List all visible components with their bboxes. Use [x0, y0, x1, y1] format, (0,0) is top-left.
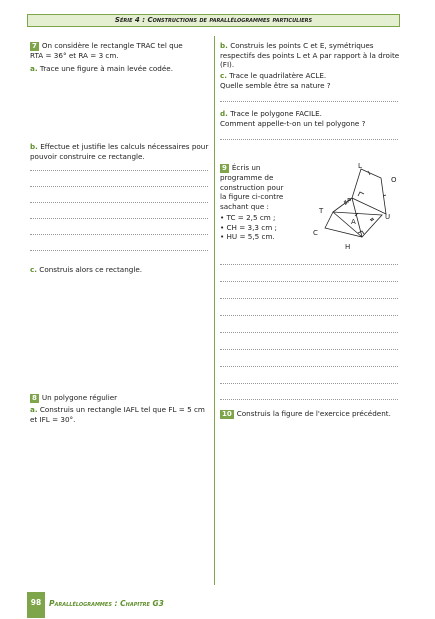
square-shape — [352, 169, 386, 214]
exercise-7c-label: c. — [30, 265, 37, 274]
exercise-8a — [30, 405, 212, 424]
exercise-7c-text: Construis alors ce rectangle. — [39, 265, 143, 274]
exercise-7b — [30, 142, 212, 161]
exercise-8b-line1: Construis les points C et E, symétriques — [230, 41, 374, 50]
point-label-U: U — [385, 213, 391, 221]
exercise-7-number: 7 — [32, 42, 37, 50]
exercise-8c — [220, 71, 402, 90]
exercise-8d-line2: Comment appelle-t-on un tel polygone ? — [220, 118, 366, 128]
exercise-7b-line1: Effectue et justifie les calculs nécessaires pour — [40, 142, 209, 151]
exercise-7b-label: b. — [30, 142, 38, 151]
exercise-8b-label: b. — [220, 41, 228, 50]
answer-line[interactable] — [220, 281, 398, 282]
exercise-9-bullet: • TC = 2,5 cm ; — [220, 213, 276, 222]
series-title: Série 4 : Constructions de parallélogrammes particuliers — [114, 16, 313, 24]
page-number-box — [27, 592, 45, 618]
exercise-8b-line3: (FI). — [220, 60, 235, 69]
answer-line[interactable] — [30, 250, 208, 251]
exercise-8-title-text: Un polygone régulier — [41, 393, 118, 402]
exercise-8-number: 8 — [32, 394, 37, 402]
exercise-8a-line2: et IFL = 30°. — [30, 414, 76, 424]
exercise-9-number: 9 — [222, 164, 227, 172]
point-label-C: C — [313, 229, 318, 237]
exercise-9-bullet: • HU = 5,5 cm. — [220, 232, 275, 241]
exercise-8b-line2: respectifs des points L et A par rapport à la droite — [220, 50, 400, 60]
answer-line[interactable] — [220, 332, 398, 333]
answer-line[interactable] — [30, 234, 208, 235]
point-label-P: P — [347, 197, 352, 205]
exercise-7b-line2: pouvoir construire ce rectangle. — [30, 151, 145, 161]
answer-line[interactable] — [220, 383, 398, 384]
exercise-8c-line1: Trace le quadrilatère ACLE. — [229, 71, 327, 80]
exercise-7c — [30, 265, 142, 275]
exercise-9-bullet: • CH = 3,3 cm ; — [220, 222, 277, 232]
answer-line[interactable] — [220, 399, 398, 400]
exercise-8d-label: d. — [220, 109, 228, 118]
exercise-8a-line1: Construis un rectangle IAFL tel que FL = 5 cm — [39, 405, 205, 414]
exercise-9-line5: sachant que : — [220, 201, 269, 211]
point-label-T: T — [319, 207, 324, 215]
right-angle-mark — [358, 192, 364, 196]
exercise-7-intro — [30, 41, 210, 61]
exercise-7-intro-line2: RTA = 36° et RA = 3 cm. — [30, 51, 119, 60]
exercise-8a-label: a. — [30, 405, 38, 414]
exercise-10-text: Construis la figure de l'exercice précédent. — [236, 409, 391, 418]
exercise-7a — [30, 64, 173, 74]
exercise-9-line1: Écris un — [231, 163, 261, 172]
exercise-10-number: 10 — [222, 410, 232, 418]
page-number: 98 — [30, 598, 42, 607]
exercise-9-line3: construction pour — [220, 182, 284, 192]
exercise-8b — [220, 41, 402, 70]
answer-line[interactable] — [220, 101, 398, 102]
exercise-9-text — [220, 163, 300, 242]
answer-line[interactable] — [30, 186, 208, 187]
geometry-figure — [300, 160, 405, 255]
exercise-7a-label: a. — [30, 64, 38, 73]
answer-line[interactable] — [30, 202, 208, 203]
exercise-10 — [220, 409, 391, 419]
exercise-8c-line2: Quelle semble être sa nature ? — [220, 80, 331, 90]
column-divider — [214, 36, 215, 585]
exercise-7a-text: Trace une figure à main levée codée. — [39, 64, 173, 73]
answer-line[interactable] — [220, 315, 398, 316]
answer-line[interactable] — [220, 139, 398, 140]
answer-line[interactable] — [220, 349, 398, 350]
exercise-9-line2: programme de — [220, 173, 274, 182]
point-label-H: H — [345, 243, 351, 251]
answer-line[interactable] — [30, 170, 208, 171]
exercise-9-line4: la figure ci-contre — [220, 192, 284, 201]
series-header — [27, 14, 400, 27]
answer-line[interactable] — [220, 298, 398, 299]
exercise-7-intro-line1: On considère le rectangle TRAC tel que — [41, 41, 183, 50]
footer-chapter-title: Parallélogrammes : Chapitre G3 — [49, 599, 164, 608]
exercise-8-title — [30, 393, 117, 403]
answer-line[interactable] — [30, 218, 208, 219]
answer-line[interactable] — [220, 264, 398, 265]
point-label-L: L — [358, 162, 362, 170]
exercise-8d-line1: Trace le polygone FACILE. — [230, 109, 322, 118]
exercise-8d — [220, 109, 402, 128]
answer-line[interactable] — [220, 366, 398, 367]
point-label-A: A — [351, 218, 356, 226]
point-label-O: O — [391, 176, 397, 184]
exercise-8c-label: c. — [220, 71, 227, 80]
